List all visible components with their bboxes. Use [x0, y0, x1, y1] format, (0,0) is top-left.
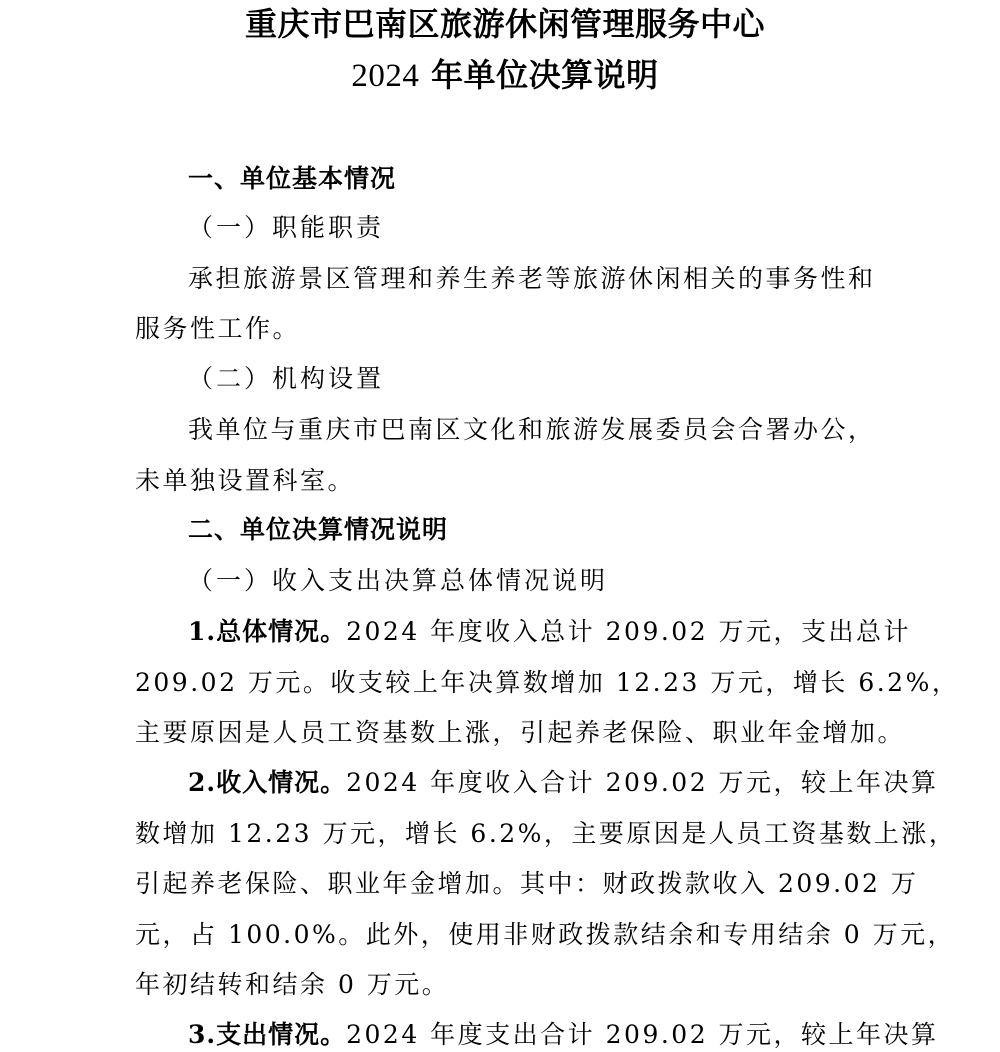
subtitle-text: 年单位决算说明 — [419, 56, 659, 94]
paragraph-expenditure-text: 2024 年度支出合计 209.02 万元，较上年决算 — [346, 1020, 939, 1049]
section-heading-basic-info: 一、单位基本情况 — [188, 164, 397, 193]
section-heading-final-accounts: 二、单位决算情况说明 — [188, 515, 449, 544]
subtitle-year: 2024 — [351, 58, 420, 94]
document-title: 重庆市巴南区旅游休闲管理服务中心 — [244, 5, 765, 43]
paragraph-expenditure-line-1 — [188, 1019, 939, 1051]
paragraph-expenditure-label: 3.支出情况。 — [188, 1020, 347, 1049]
paragraph-overall-line-2: 209.02 万元。收支较上年决算数增加 12.23 万元，增长 6.2%， — [135, 668, 960, 697]
paragraph-income-line-1 — [188, 767, 939, 799]
paragraph-overall-text: 2024 年度收入总计 209.02 万元，支出总计 — [346, 617, 912, 646]
paragraph-income-text: 2024 年度收入合计 209.02 万元，较上年决算 — [346, 768, 939, 797]
paragraph-functions-line-2: 服务性工作。 — [135, 314, 301, 343]
paragraph-organization-line-1: 我单位与重庆市巴南区文化和旅游发展委员会合署办公， — [188, 415, 876, 444]
paragraph-functions-line-1: 承担旅游景区管理和养生养老等旅游休闲相关的事务性和 — [188, 264, 876, 293]
paragraph-overall-label: 1.总体情况。 — [188, 617, 347, 646]
paragraph-overall-line-3: 主要原因是人员工资基数上涨，引起养老保险、职业年金增加。 — [135, 718, 906, 747]
paragraph-organization-line-2: 未单独设置科室。 — [135, 466, 356, 495]
subheading-functions: （一）职能职责 — [188, 213, 385, 242]
paragraph-income-line-3: 引起养老保险、职业年金增加。其中：财政拨款收入 209.02 万 — [135, 869, 919, 898]
document-subtitle — [0, 55, 1000, 96]
paragraph-income-label: 2.收入情况。 — [188, 768, 347, 797]
subheading-income-expenditure: （一）收入支出决算总体情况说明 — [188, 566, 609, 595]
paragraph-income-line-5: 年初结转和结余 0 万元。 — [135, 970, 450, 999]
paragraph-overall-line-1 — [188, 616, 912, 648]
paragraph-income-line-4: 元，占 100.0%。此外，使用非财政拨款结余和专用结余 0 万元， — [135, 920, 956, 949]
subheading-organization: （二）机构设置 — [188, 364, 385, 393]
paragraph-income-line-2: 数增加 12.23 万元，增长 6.2%，主要原因是人员工资基数上涨， — [135, 819, 957, 848]
